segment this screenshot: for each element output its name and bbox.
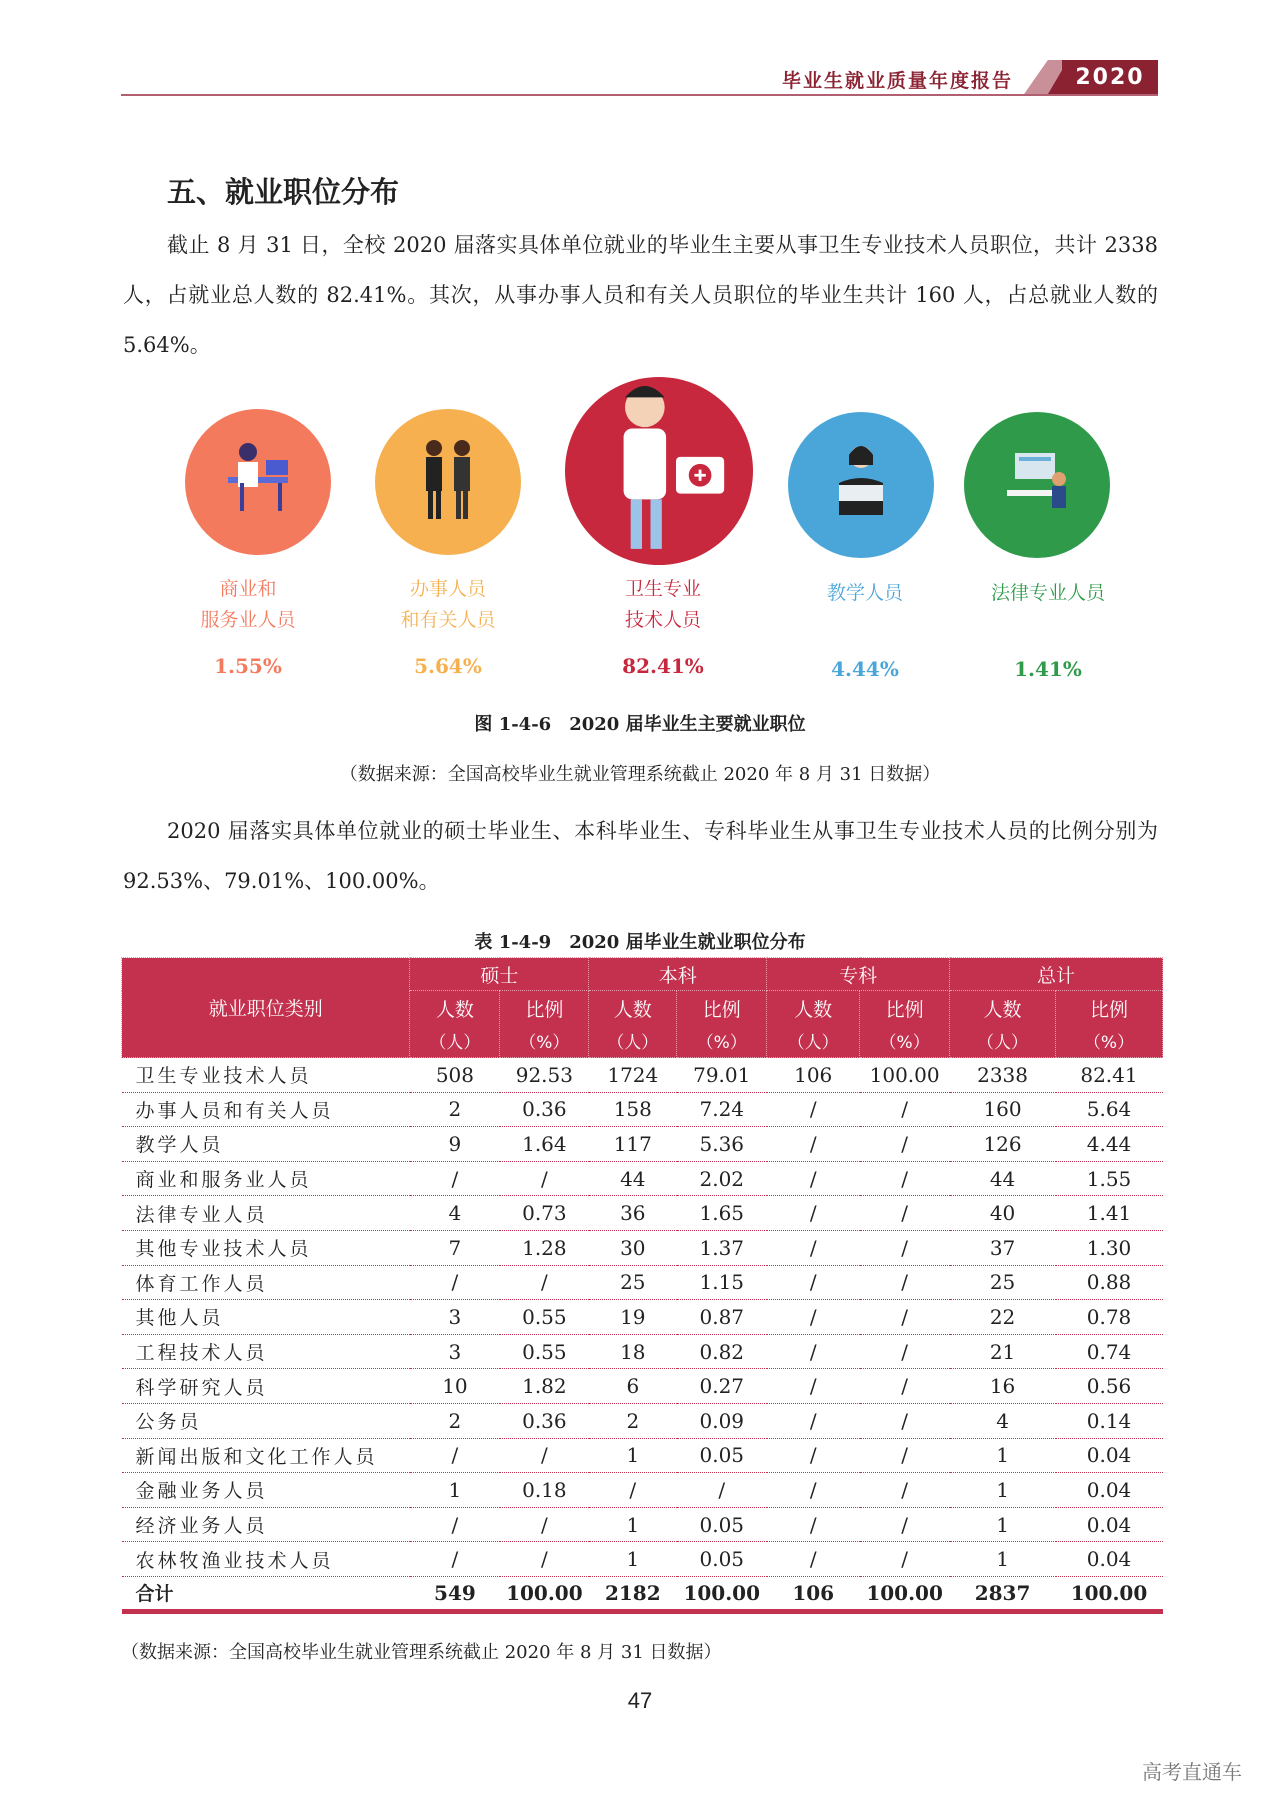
table-row	[122, 1369, 1163, 1404]
row-value: 21	[950, 1334, 1056, 1369]
row-value: 3	[410, 1334, 500, 1369]
row-value: 0.09	[677, 1403, 767, 1438]
row-value: 0.05	[677, 1542, 767, 1577]
category-circle	[788, 412, 934, 558]
row-value: /	[860, 1507, 950, 1542]
row-value: /	[860, 1196, 950, 1231]
row-value: 1724	[589, 1058, 677, 1093]
row-value: 44	[950, 1161, 1056, 1196]
row-value: 0.27	[677, 1369, 767, 1404]
ratio-paragraph-text: 2020 届落实具体单位就业的硕士毕业生、本科毕业生、专科毕业生从事卫生专业技术人员的比例分别为 92.53%、79.01%、100.00%。	[123, 819, 1158, 893]
row-value: 7	[410, 1230, 500, 1265]
table-row	[122, 1092, 1163, 1127]
category-label	[958, 578, 1138, 609]
ratio-header	[677, 991, 767, 1058]
count-header-label: 人数	[983, 999, 1022, 1021]
count-header-unit: （人）	[787, 1033, 839, 1053]
category-label	[775, 578, 955, 609]
row-value: 1.37	[677, 1230, 767, 1265]
row-value: 1.55	[1056, 1161, 1163, 1196]
row-category: 体育工作人员	[122, 1265, 410, 1300]
row-value: 0.04	[1056, 1507, 1163, 1542]
row-value: /	[860, 1473, 950, 1508]
row-category: 其他人员	[122, 1300, 410, 1335]
table-row	[122, 1403, 1163, 1438]
category-circle	[375, 409, 521, 555]
ratio-header-unit: （%）	[879, 1033, 930, 1053]
row-value: /	[860, 1161, 950, 1196]
table-title: 表 1-4-9 2020 届毕业生就业职位分布	[474, 932, 806, 953]
row-value: 30	[589, 1230, 677, 1265]
row-value: /	[860, 1438, 950, 1473]
row-value: /	[860, 1334, 950, 1369]
count-header-unit: （人）	[977, 1033, 1029, 1053]
count-header-label: 人数	[613, 999, 652, 1021]
row-value: /	[767, 1127, 860, 1162]
category-percent: 82.41%	[622, 654, 704, 678]
total-value: 2837	[950, 1576, 1056, 1611]
intro-paragraph	[123, 220, 1158, 370]
row-value: 16	[950, 1369, 1056, 1404]
row-category: 办事人员和有关人员	[122, 1092, 410, 1127]
category-label-line: 技术人员	[624, 609, 701, 631]
row-value: /	[410, 1542, 500, 1577]
figure-caption: 图 1-4-6 2020 届毕业生主要就业职位	[474, 714, 806, 735]
row-value: /	[767, 1300, 860, 1335]
row-value: 100.00	[860, 1058, 950, 1093]
total-value: 100.00	[1056, 1576, 1163, 1611]
row-value: /	[500, 1542, 589, 1577]
row-value: 0.74	[1056, 1334, 1163, 1369]
row-value: 19	[589, 1300, 677, 1335]
row-value: 92.53	[500, 1058, 589, 1093]
ratio-header-label: 比例	[885, 999, 924, 1021]
row-value: 1.41	[1056, 1196, 1163, 1231]
row-value: 1	[950, 1507, 1056, 1542]
category-header: 就业职位类别	[122, 958, 410, 1058]
row-value: 1	[950, 1473, 1056, 1508]
total-value: 2182	[589, 1576, 677, 1611]
group-header: 总计	[950, 958, 1163, 991]
row-value: /	[500, 1161, 589, 1196]
table-row	[122, 1265, 1163, 1300]
report-title: 毕业生就业质量年度报告	[782, 70, 1014, 92]
row-value: /	[410, 1507, 500, 1542]
row-value: 22	[950, 1300, 1056, 1335]
table-row	[122, 1473, 1163, 1508]
row-value: 1.65	[677, 1196, 767, 1231]
row-value: 82.41	[1056, 1058, 1163, 1093]
row-value: 2	[410, 1403, 500, 1438]
category-percent: 5.64%	[414, 654, 482, 678]
row-value: /	[767, 1230, 860, 1265]
count-header-unit: （人）	[607, 1033, 659, 1053]
report-year: 2020	[1062, 60, 1158, 94]
ratio-header	[500, 991, 589, 1058]
row-value: 0.73	[500, 1196, 589, 1231]
category-label-line: 教学人员	[826, 582, 903, 604]
row-value: /	[767, 1161, 860, 1196]
row-category: 法律专业人员	[122, 1196, 410, 1231]
row-value: 158	[589, 1092, 677, 1127]
total-value: 100.00	[677, 1576, 767, 1611]
ratio-header-label: 比例	[1089, 999, 1128, 1021]
business-person-icon	[185, 409, 331, 555]
category-percent: 1.55%	[214, 654, 282, 678]
row-value: 3	[410, 1300, 500, 1335]
row-value: 5.36	[677, 1127, 767, 1162]
row-value: 106	[767, 1058, 860, 1093]
row-value: /	[860, 1127, 950, 1162]
table-row	[122, 1334, 1163, 1369]
row-value: /	[860, 1300, 950, 1335]
figure-source: （数据来源：全国高校毕业生就业管理系统截止 2020 年 8 月 31 日数据）	[339, 764, 941, 785]
row-value: 0.87	[677, 1300, 767, 1335]
row-value: /	[860, 1092, 950, 1127]
table-row	[122, 1127, 1163, 1162]
job-distribution-table	[121, 957, 1163, 1614]
row-value: 2338	[950, 1058, 1056, 1093]
ratio-header-unit: （%）	[1083, 1033, 1135, 1053]
row-category: 农林牧渔业技术人员	[122, 1542, 410, 1577]
total-label: 合计	[122, 1576, 410, 1611]
table-row	[122, 1542, 1163, 1577]
row-value: 36	[589, 1196, 677, 1231]
row-value: /	[767, 1438, 860, 1473]
row-category: 卫生专业技术人员	[122, 1058, 410, 1093]
table-row	[122, 1507, 1163, 1542]
row-value: /	[860, 1230, 950, 1265]
row-category: 科学研究人员	[122, 1369, 410, 1404]
row-value: 1.82	[500, 1369, 589, 1404]
row-value: 0.14	[1056, 1403, 1163, 1438]
row-value: 1	[950, 1438, 1056, 1473]
category-label-line: 办事人员	[409, 578, 486, 600]
row-value: /	[860, 1403, 950, 1438]
row-value: /	[767, 1196, 860, 1231]
row-category: 教学人员	[122, 1127, 410, 1162]
table-row	[122, 1058, 1163, 1093]
row-value: 1	[950, 1542, 1056, 1577]
category-circle	[565, 377, 753, 565]
count-header-label: 人数	[435, 999, 474, 1021]
row-value: /	[677, 1473, 767, 1508]
row-value: /	[410, 1161, 500, 1196]
row-value: 7.24	[677, 1092, 767, 1127]
row-value: 126	[950, 1127, 1056, 1162]
row-category: 工程技术人员	[122, 1334, 410, 1369]
ratio-paragraph	[123, 806, 1158, 906]
row-value: 0.78	[1056, 1300, 1163, 1335]
handshake-icon	[375, 409, 521, 555]
section-title: 五、就业职位分布	[167, 175, 400, 209]
category-label-line: 服务业人员	[200, 609, 296, 631]
category-label	[358, 574, 538, 636]
count-header-label: 人数	[794, 999, 833, 1021]
row-value: /	[410, 1265, 500, 1300]
row-value: 0.88	[1056, 1265, 1163, 1300]
row-value: 9	[410, 1127, 500, 1162]
row-value: 0.04	[1056, 1473, 1163, 1508]
row-value: /	[860, 1369, 950, 1404]
ratio-header	[1056, 991, 1163, 1058]
row-value: 508	[410, 1058, 500, 1093]
category-label-line: 法律专业人员	[990, 582, 1105, 604]
ratio-header	[860, 991, 950, 1058]
row-value: 0.56	[1056, 1369, 1163, 1404]
row-value: /	[767, 1507, 860, 1542]
row-value: 4.44	[1056, 1127, 1163, 1162]
group-header: 专科	[767, 958, 950, 991]
row-value: /	[767, 1542, 860, 1577]
row-value: 37	[950, 1230, 1056, 1265]
row-category: 其他专业技术人员	[122, 1230, 410, 1265]
category-label-line: 商业和	[219, 578, 277, 600]
row-category: 公务员	[122, 1403, 410, 1438]
row-value: /	[589, 1473, 677, 1508]
row-value: /	[860, 1265, 950, 1300]
category-circle	[185, 409, 331, 555]
count-header	[589, 991, 677, 1058]
row-value: /	[767, 1092, 860, 1127]
row-value: /	[767, 1403, 860, 1438]
count-header-unit: （人）	[429, 1033, 481, 1053]
row-category: 经济业务人员	[122, 1507, 410, 1542]
category-label	[158, 574, 338, 636]
doctor-icon	[565, 377, 753, 565]
row-value: /	[860, 1542, 950, 1577]
row-value: 0.36	[500, 1092, 589, 1127]
row-category: 商业和服务业人员	[122, 1161, 410, 1196]
row-value: /	[500, 1507, 589, 1542]
row-value: 0.05	[677, 1438, 767, 1473]
row-value: 0.18	[500, 1473, 589, 1508]
ratio-header-unit: （%）	[696, 1033, 747, 1053]
count-header	[767, 991, 860, 1058]
row-value: 1	[410, 1473, 500, 1508]
row-value: /	[767, 1369, 860, 1404]
row-value: 10	[410, 1369, 500, 1404]
row-value: 0.55	[500, 1334, 589, 1369]
row-value: 1	[589, 1438, 677, 1473]
row-value: 5.64	[1056, 1092, 1163, 1127]
row-value: /	[767, 1473, 860, 1508]
total-value: 106	[767, 1576, 860, 1611]
ratio-header-label: 比例	[525, 999, 564, 1021]
row-value: 40	[950, 1196, 1056, 1231]
table-source: （数据来源：全国高校毕业生就业管理系统截止 2020 年 8 月 31 日数据）	[121, 1642, 722, 1663]
intro-paragraph-text: 截止 8 月 31 日，全校 2020 届落实具体单位就业的毕业生主要从事卫生专业技术人员职位，共计 2338 人，占就业总人数的 82.41%。其次，从事办事人员和有关人员职位的毕业生共计 160 人，占总就业人数的 5.64%。	[123, 233, 1158, 357]
row-value: 1.15	[677, 1265, 767, 1300]
total-value: 100.00	[860, 1576, 950, 1611]
total-value: 100.00	[500, 1576, 589, 1611]
header-rule	[121, 94, 1158, 96]
count-header	[410, 991, 500, 1058]
category-label-line: 卫生专业	[624, 578, 701, 600]
category-circle	[964, 412, 1110, 558]
group-header: 本科	[589, 958, 767, 991]
row-value: 4	[950, 1403, 1056, 1438]
row-value: 0.04	[1056, 1542, 1163, 1577]
row-value: 44	[589, 1161, 677, 1196]
category-label	[573, 574, 753, 636]
row-value: 0.05	[677, 1507, 767, 1542]
row-value: /	[500, 1438, 589, 1473]
teacher-icon	[788, 412, 934, 558]
row-value: 4	[410, 1196, 500, 1231]
row-category: 金融业务人员	[122, 1473, 410, 1508]
table-row	[122, 1230, 1163, 1265]
category-label-line: 和有关人员	[400, 609, 496, 631]
total-value: 549	[410, 1576, 500, 1611]
row-value: 18	[589, 1334, 677, 1369]
row-value: /	[767, 1334, 860, 1369]
table-row	[122, 1161, 1163, 1196]
row-value: 0.82	[677, 1334, 767, 1369]
row-category: 新闻出版和文化工作人员	[122, 1438, 410, 1473]
category-percent: 1.41%	[1014, 657, 1082, 681]
row-value: 1.28	[500, 1230, 589, 1265]
row-value: 1	[589, 1542, 677, 1577]
row-value: 160	[950, 1092, 1056, 1127]
row-value: 1	[589, 1507, 677, 1542]
row-value: 0.55	[500, 1300, 589, 1335]
row-value: 6	[589, 1369, 677, 1404]
row-value: 25	[589, 1265, 677, 1300]
row-value: 2.02	[677, 1161, 767, 1196]
row-value: /	[767, 1265, 860, 1300]
group-header: 硕士	[410, 958, 589, 991]
legal-office-icon	[964, 412, 1110, 558]
table-row	[122, 1196, 1163, 1231]
page-number: 47	[627, 1688, 653, 1713]
row-value: 2	[589, 1403, 677, 1438]
count-header	[950, 991, 1056, 1058]
ratio-header-unit: （%）	[519, 1033, 570, 1053]
row-value: 25	[950, 1265, 1056, 1300]
row-value: 0.04	[1056, 1438, 1163, 1473]
row-value: 1.30	[1056, 1230, 1163, 1265]
row-value: 117	[589, 1127, 677, 1162]
category-percent: 4.44%	[831, 657, 899, 681]
row-value: 1.64	[500, 1127, 589, 1162]
table-row	[122, 1300, 1163, 1335]
row-value: 0.36	[500, 1403, 589, 1438]
table-row	[122, 1438, 1163, 1473]
watermark: 高考直通车	[1142, 1760, 1242, 1784]
row-value: /	[500, 1265, 589, 1300]
row-value: 79.01	[677, 1058, 767, 1093]
row-value: 2	[410, 1092, 500, 1127]
total-row	[122, 1576, 1163, 1611]
ratio-header-label: 比例	[702, 999, 741, 1021]
row-value: /	[410, 1438, 500, 1473]
